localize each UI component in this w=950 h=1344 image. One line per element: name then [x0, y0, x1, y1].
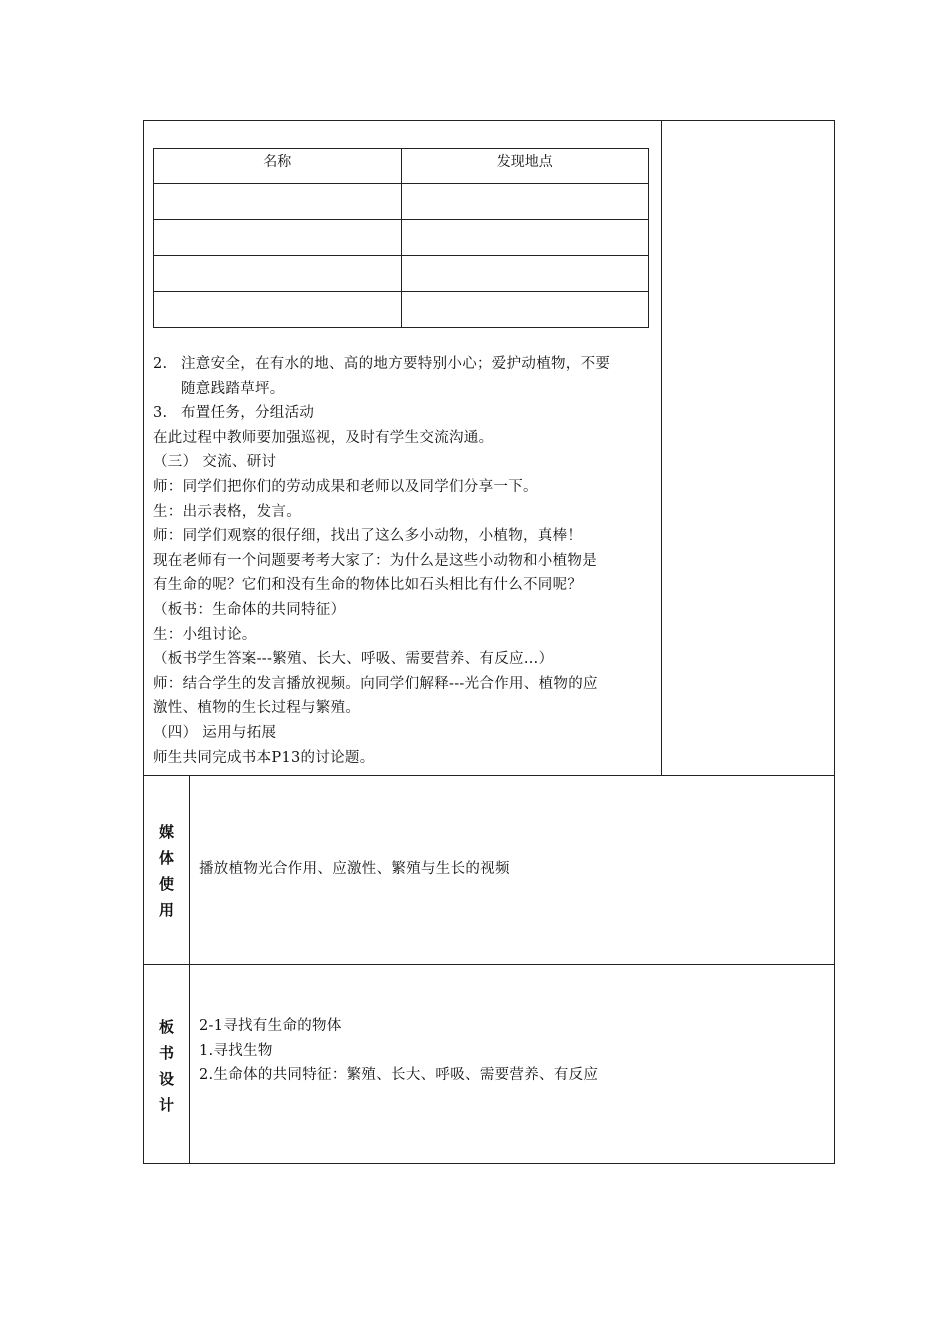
body-paragraph	[153, 623, 658, 648]
body-paragraph	[153, 377, 658, 402]
body-paragraph	[153, 426, 658, 451]
body-paragraph	[153, 549, 658, 574]
board-label	[144, 1014, 189, 1118]
table-row	[154, 184, 649, 220]
body-paragraph	[153, 401, 658, 426]
paragraph-text: 师：同学们观察的很仔细，找出了这么多小动物，小植物，真棒！	[153, 528, 583, 545]
board-line: 2-1寻找有生命的物体	[199, 1018, 342, 1034]
header-name: 名称	[154, 149, 402, 184]
paragraph-text: 现在老师有一个问题要考考大家了：为什么是这些小动物和小植物是	[153, 552, 597, 569]
table-left-border	[143, 120, 144, 1164]
media-label-char: 使	[158, 875, 174, 893]
body-paragraph	[153, 475, 658, 500]
paragraph-text: 师：结合学生的发言播放视频。向同学们解释---光合作用、植物的应	[153, 675, 598, 692]
notes-column-divider	[661, 120, 662, 776]
content-section-divider	[143, 775, 835, 776]
table-cell	[154, 292, 402, 328]
label-column-divider	[189, 775, 190, 1164]
board-text	[199, 1014, 598, 1088]
table-header-row	[154, 149, 649, 184]
body-paragraph	[153, 352, 658, 377]
body-paragraph	[153, 500, 658, 525]
table-row	[154, 256, 649, 292]
body-paragraph	[153, 696, 658, 721]
body-paragraph	[153, 450, 658, 475]
table-cell	[401, 184, 649, 220]
table-bottom-border	[143, 1163, 835, 1164]
lesson-body-text	[153, 352, 658, 770]
board-label-char: 板	[158, 1018, 174, 1036]
media-section-divider	[143, 964, 835, 965]
table-cell	[401, 292, 649, 328]
body-paragraph	[153, 598, 658, 623]
body-paragraph	[153, 524, 658, 549]
table-cell	[154, 256, 402, 292]
table-cell	[154, 220, 402, 256]
body-paragraph	[153, 672, 658, 697]
board-label-char: 设	[158, 1070, 174, 1088]
body-paragraph	[153, 573, 658, 598]
media-text: 播放植物光合作用、应激性、繁殖与生长的视频	[199, 861, 510, 877]
paragraph-text: 在此过程中教师要加强巡视，及时有学生交流沟通。	[153, 429, 494, 446]
paragraph-text: 随意践踏草坪。	[181, 380, 285, 397]
paragraph-text: 师生共同完成书本P13的讨论题。	[153, 749, 375, 766]
observation-table	[153, 148, 649, 328]
table-right-border	[834, 120, 835, 1164]
table-row	[154, 220, 649, 256]
body-paragraph	[153, 647, 658, 672]
paragraph-text: 有生命的呢？它们和没有生命的物体比如石头相比有什么不同呢？	[153, 577, 583, 594]
paragraph-number: 3.	[153, 405, 168, 422]
table-cell	[401, 220, 649, 256]
board-label-char: 计	[158, 1096, 174, 1114]
board-line: 1.寻找生物	[199, 1042, 273, 1059]
body-paragraph	[153, 721, 658, 746]
observation-table-wrapper	[153, 148, 653, 328]
body-paragraph	[153, 746, 658, 771]
table-cell	[401, 256, 649, 292]
board-label-char: 书	[158, 1044, 174, 1062]
paragraph-text: （板书：生命体的共同特征）	[153, 601, 346, 618]
media-label-char: 用	[158, 901, 174, 919]
paragraph-text: 激性、植物的生长过程与繁殖。	[153, 700, 361, 717]
paragraph-text: 布置任务，分组活动	[181, 405, 315, 422]
paragraph-text: 生：小组讨论。	[153, 626, 257, 643]
paragraph-text: 师：同学们把你们的劳动成果和老师以及同学们分享一下。	[153, 478, 538, 495]
paragraph-text: （板书学生答案---繁殖、长大、呼吸、需要营养、有反应…）	[153, 651, 554, 668]
table-row	[154, 292, 649, 328]
board-line: 2.生命体的共同特征：繁殖、长大、呼吸、需要营养、有反应	[199, 1067, 599, 1084]
table-top-border	[143, 120, 835, 121]
media-label	[144, 819, 189, 923]
paragraph-text: 注意安全，在有水的地、高的地方要特别小心；爱护动植物，不要	[181, 356, 611, 372]
paragraph-text: 生：出示表格，发言。	[153, 503, 301, 520]
paragraph-text: （三） 交流、研讨	[153, 454, 277, 471]
media-label-char: 体	[158, 849, 174, 867]
paragraph-text: （四） 运用与拓展	[153, 724, 277, 741]
header-location: 发现地点	[401, 149, 649, 184]
table-cell	[154, 184, 402, 220]
paragraph-number: 2.	[153, 356, 168, 372]
media-label-char: 媒	[158, 823, 174, 841]
